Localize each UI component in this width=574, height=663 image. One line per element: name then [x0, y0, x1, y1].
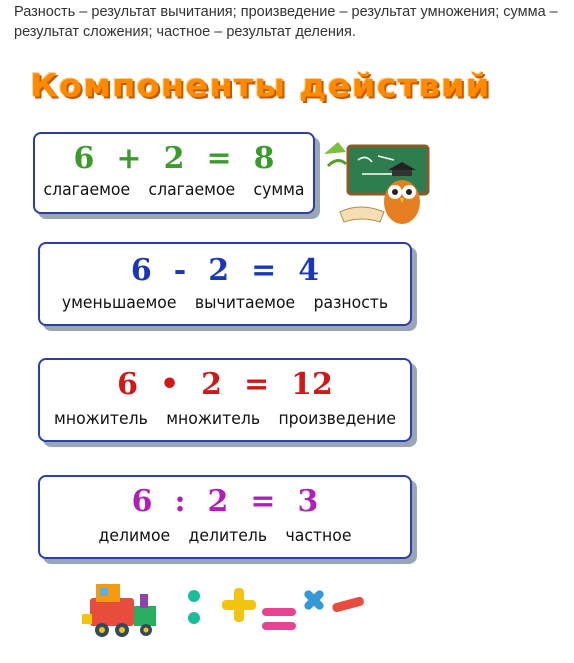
bottom-decoration	[82, 574, 372, 640]
equation-operator: :	[174, 484, 186, 519]
multiplication-labels	[55, 408, 395, 430]
addition-equation	[35, 142, 313, 176]
component-label: делимое	[98, 526, 171, 546]
equation-result: 12	[291, 367, 333, 402]
component-label: разность	[313, 293, 389, 313]
page-title: Компоненты действий	[30, 67, 491, 105]
equation-operator: -	[173, 253, 187, 288]
equation-b: 2	[163, 141, 185, 176]
component-label: слагаемое	[148, 180, 236, 200]
equation-result: 3	[297, 484, 319, 519]
component-label: частное	[285, 526, 352, 546]
component-label: сумма	[253, 180, 305, 200]
equation-b: 2	[207, 484, 229, 519]
component-label: множитель	[54, 409, 148, 429]
addition-labels	[43, 179, 305, 201]
multiplication-card	[38, 358, 412, 442]
owl-teacher-icon	[318, 126, 442, 232]
multiplication-equation	[40, 368, 410, 402]
intro-text: Разность – результат вычитания; произведение – результат умножения; сумма – результат сложения; частное – результат деления.	[14, 4, 558, 40]
addition-card	[33, 132, 315, 214]
component-label: множитель	[166, 409, 261, 429]
equation-a: 6	[117, 367, 138, 402]
component-label: произведение	[278, 409, 396, 429]
division-labels	[55, 525, 395, 547]
equation-equals: =	[206, 141, 232, 176]
equation-equals: =	[251, 253, 277, 288]
equation-equals: =	[244, 367, 270, 402]
division-card	[38, 475, 412, 559]
division-equation	[40, 485, 410, 519]
math-signs-icon	[182, 578, 372, 638]
equation-equals: =	[250, 484, 276, 519]
equation-a: 6	[130, 253, 152, 288]
equation-a: 6	[131, 484, 153, 519]
subtraction-labels	[55, 292, 395, 314]
component-label: слагаемое	[43, 180, 131, 200]
equation-result: 4	[298, 253, 320, 288]
equation-a: 6	[73, 141, 95, 176]
component-label: вычитаемое	[194, 293, 296, 313]
component-label: уменьшаемое	[61, 293, 177, 313]
equation-operator: •	[159, 367, 180, 402]
equation-b: 2	[208, 253, 230, 288]
equation-b: 2	[201, 367, 223, 402]
equation-result: 8	[253, 141, 275, 176]
equation-operator: +	[116, 141, 142, 176]
component-label: делитель	[188, 526, 268, 546]
subtraction-card	[38, 242, 412, 326]
subtraction-equation	[40, 254, 410, 288]
